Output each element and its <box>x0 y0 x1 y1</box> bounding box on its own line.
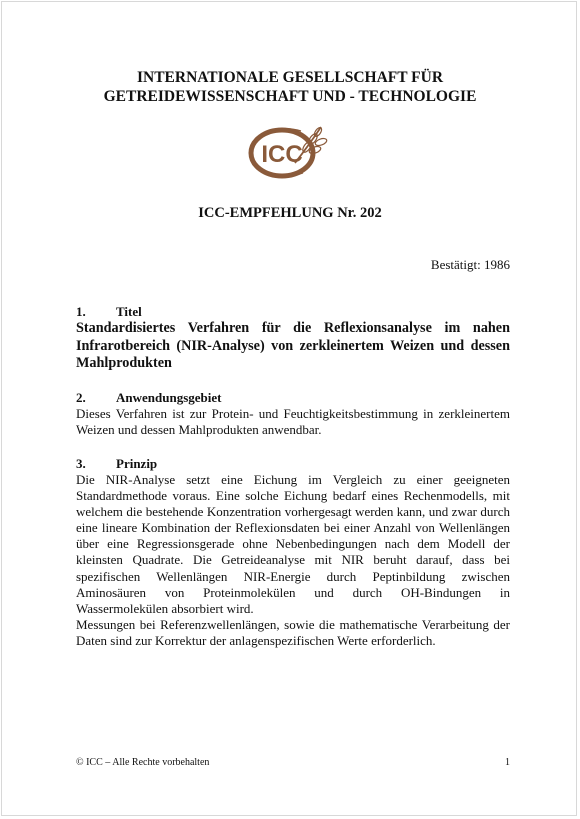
section-principle <box>76 456 510 649</box>
organization-title-line-1: INTERNATIONALE GESELLSCHAFT FÜR <box>136 69 444 86</box>
section-heading <box>76 304 510 320</box>
section-body: Die NIR-Analyse setzt eine Eichung im Vergleich zu einer geeigneten Standardmethode voraus. Eine solche Eichung bedarf eines Rechenmodells, mit welchem die bestehende Konzentration vorhergesagt werden kann, und zwar durch eine lineare Kombination der Reflexionsdaten bei einer Anzahl von Wellenlängen über eine Regressionsgerade ohne Nebenbedingungen nach dem Modell der kleinsten Quadrate. Die Getreideanalyse mit NIR beruht darauf, dass bei spezifischen Wellenlängen NIR-Energie durch Peptinbildung zwischen Aminosäuren von Proteinmolekülen und durch OH-Bindungen in Wassermolekülen absorbiert wird. <box>76 472 510 616</box>
section-number: 1. <box>76 304 86 319</box>
logo-text: ICC <box>261 141 303 168</box>
section-body-continued: Messungen bei Referenzwellenlängen, sowie die mathematische Verarbeitung der Daten sind zur Korrektur der anlagenspezifischen Werte erforderlich. <box>76 616 510 648</box>
organization-title <box>60 68 520 106</box>
section-body: Dieses Verfahren ist zur Protein- und Feuchtigkeitsbestimmung in zerkleinertem Weizen und dessen Mahlprodukten anwendbar. <box>76 406 510 438</box>
section-title <box>76 304 510 373</box>
recommendation-number: ICC-EMPFEHLUNG Nr. 202 <box>198 205 382 221</box>
section-number: 2. <box>76 390 86 405</box>
section-scope <box>76 390 510 438</box>
document-title: Standardisiertes Verfahren für die Reflexionsanalyse im nahen Infrarotbereich (NIR-Analyse) von zerkleinertem Weizen und dessen Mahlprodukten <box>76 320 510 371</box>
section-number: 3. <box>76 456 86 471</box>
section-heading <box>76 390 510 406</box>
copyright-notice: © ICC – Alle Rechte vorbehalten <box>76 757 210 768</box>
section-label: Prinzip <box>116 456 158 471</box>
page-number: 1 <box>505 757 510 768</box>
icc-logo <box>245 123 335 181</box>
approval-date: Bestätigt: 1986 <box>430 257 510 272</box>
section-label: Titel <box>116 304 142 319</box>
section-heading <box>76 456 510 472</box>
section-label: Anwendungsgebiet <box>116 390 222 405</box>
organization-title-line-2: GETREIDEWISSENSCHAFT UND - TECHNOLOGIE <box>103 88 477 105</box>
